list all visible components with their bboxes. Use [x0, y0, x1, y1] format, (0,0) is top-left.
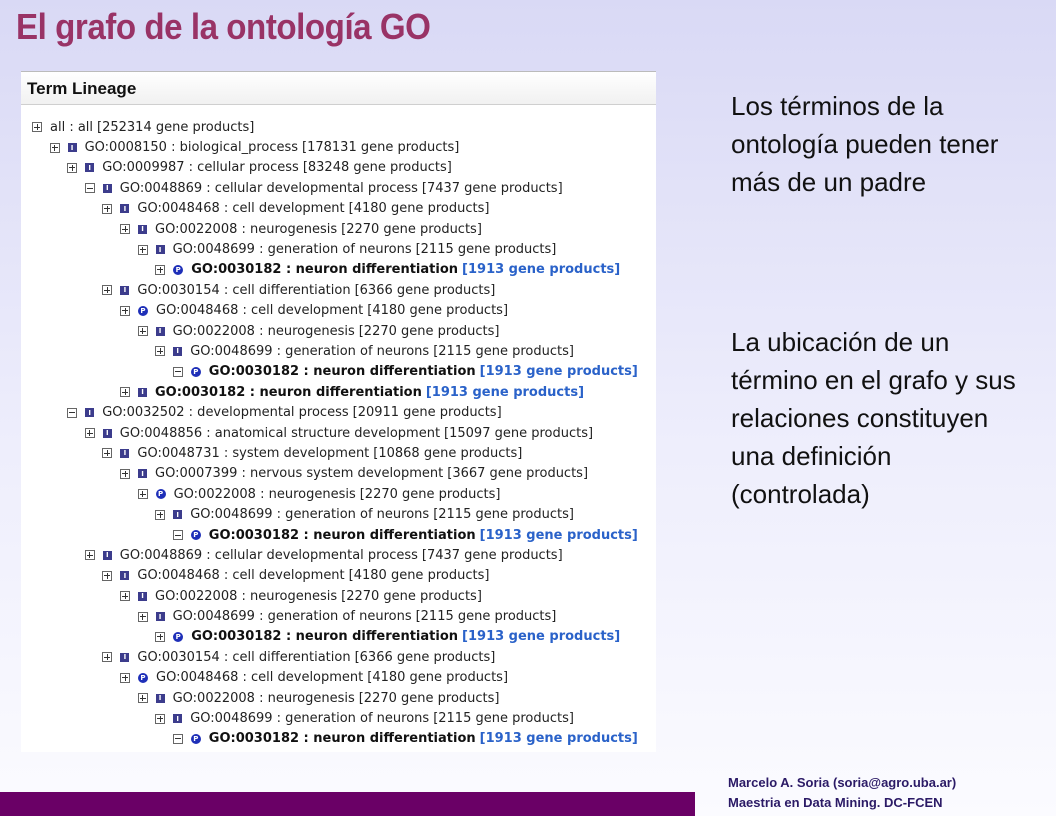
- is-a-relation-icon: I: [85, 163, 94, 172]
- expand-toggle-icon[interactable]: [155, 265, 165, 275]
- tree-row: [21, 525, 656, 545]
- is-a-relation-icon: I: [173, 347, 182, 356]
- tree-row: [21, 239, 656, 259]
- term-label[interactable]: GO:0009987 : cellular process: [102, 160, 299, 176]
- tree-row: [21, 504, 656, 524]
- is-a-relation-icon: I: [156, 612, 165, 621]
- term-label[interactable]: GO:0048699 : generation of neurons: [190, 507, 430, 523]
- part-of-relation-icon: P: [191, 367, 201, 377]
- expand-toggle-icon[interactable]: [120, 469, 130, 479]
- expand-toggle-icon[interactable]: [120, 306, 130, 316]
- is-a-relation-icon: I: [138, 225, 147, 234]
- expand-toggle-icon[interactable]: [138, 326, 148, 336]
- is-a-relation-icon: I: [120, 653, 129, 662]
- tree-row: [21, 219, 656, 239]
- is-a-relation-icon: I: [156, 327, 165, 336]
- part-of-relation-icon: P: [173, 265, 183, 275]
- expand-toggle-icon[interactable]: [138, 693, 148, 703]
- term-label[interactable]: GO:0030182 : neuron differentiation: [155, 384, 422, 400]
- term-label[interactable]: GO:0030182 : neuron differentiation: [191, 262, 459, 278]
- gene-product-count: [6366 gene products]: [354, 282, 496, 298]
- tree-row: [21, 668, 656, 688]
- term-label[interactable]: GO:0022008 : neurogenesis: [173, 486, 356, 502]
- gene-product-count[interactable]: [1913 gene products]: [462, 262, 621, 278]
- term-label[interactable]: GO:0048468 : cell development: [137, 201, 345, 217]
- gene-product-count[interactable]: [1913 gene products]: [479, 527, 638, 543]
- term-label[interactable]: GO:0048731 : system development: [137, 445, 370, 461]
- is-a-relation-icon: I: [120, 571, 129, 580]
- part-of-relation-icon: P: [156, 489, 166, 499]
- term-label[interactable]: GO:0008150 : biological_process: [84, 140, 299, 156]
- expand-toggle-icon[interactable]: [120, 591, 130, 601]
- expand-toggle-icon[interactable]: [155, 346, 165, 356]
- gene-product-count[interactable]: [1913 gene products]: [425, 384, 585, 400]
- tree-row: [21, 484, 656, 504]
- footer-credits: [728, 773, 956, 813]
- collapse-toggle-icon[interactable]: [67, 408, 77, 418]
- gene-product-count: [2115 gene products]: [415, 242, 557, 258]
- expand-toggle-icon[interactable]: [120, 387, 130, 397]
- expand-toggle-icon[interactable]: [138, 489, 148, 499]
- expand-toggle-icon[interactable]: [67, 163, 77, 173]
- gene-product-count: [4180 gene products]: [348, 201, 490, 217]
- is-a-relation-icon: I: [120, 286, 129, 295]
- expand-toggle-icon[interactable]: [32, 122, 42, 132]
- tree-row: [21, 362, 656, 382]
- collapse-toggle-icon[interactable]: [173, 367, 183, 377]
- gene-product-count: [4180 gene products]: [367, 670, 509, 686]
- expand-toggle-icon[interactable]: [155, 510, 165, 520]
- gene-product-count[interactable]: [1913 gene products]: [479, 364, 638, 380]
- tree-row: [21, 321, 656, 341]
- part-of-relation-icon: P: [191, 734, 201, 744]
- term-label[interactable]: GO:0048468 : cell development: [156, 303, 364, 319]
- tree-row: [21, 341, 656, 361]
- is-a-relation-icon: I: [156, 694, 165, 703]
- footer-bar: [0, 792, 695, 816]
- panel-title: Term Lineage: [21, 71, 656, 105]
- expand-toggle-icon[interactable]: [155, 714, 165, 724]
- gene-product-count: [7437 gene products]: [421, 547, 563, 563]
- is-a-relation-icon: I: [156, 245, 165, 254]
- tree-row: [21, 178, 656, 198]
- expand-toggle-icon[interactable]: [102, 285, 112, 295]
- term-label[interactable]: GO:0048699 : generation of neurons: [172, 609, 412, 625]
- expand-toggle-icon[interactable]: [120, 673, 130, 683]
- gene-product-count[interactable]: [1913 gene products]: [479, 731, 638, 747]
- tree-row: [21, 606, 656, 626]
- expand-toggle-icon[interactable]: [85, 428, 95, 438]
- term-lineage-panel: [21, 71, 656, 752]
- part-of-relation-icon: P: [138, 306, 148, 316]
- gene-product-count: [15097 gene products]: [444, 425, 594, 441]
- is-a-relation-icon: I: [120, 204, 129, 213]
- tree-row: [21, 158, 656, 178]
- term-tree: [21, 117, 656, 749]
- term-label[interactable]: GO:0030182 : neuron differentiation: [208, 527, 476, 543]
- is-a-relation-icon: I: [120, 449, 129, 458]
- tree-row: [21, 443, 656, 463]
- gene-product-count: [2115 gene products]: [415, 609, 557, 625]
- text-block-definition: La ubicación de un término en el grafo y sus relaciones constituyen una definición (controlada): [731, 327, 1016, 509]
- term-label[interactable]: all : all: [50, 119, 94, 135]
- gene-product-count: [2270 gene products]: [341, 588, 482, 604]
- gene-product-count: [4180 gene products]: [367, 303, 509, 319]
- slide-title: El grafo de la ontología GO: [16, 6, 431, 47]
- gene-product-count: [4180 gene products]: [348, 568, 490, 584]
- tree-row: [21, 586, 656, 606]
- is-a-relation-icon: I: [103, 184, 112, 193]
- tree-row: [21, 137, 656, 157]
- term-label[interactable]: GO:0048869 : cellular developmental process: [119, 547, 418, 563]
- gene-product-count: [2270 gene products]: [358, 690, 500, 706]
- term-label[interactable]: GO:0022008 : neurogenesis: [155, 588, 338, 604]
- gene-product-count: [10868 gene products]: [373, 445, 523, 461]
- gene-product-count: [7437 gene products]: [421, 180, 563, 196]
- collapse-toggle-icon[interactable]: [173, 734, 183, 744]
- term-label[interactable]: GO:0030182 : neuron differentiation: [208, 731, 476, 747]
- is-a-relation-icon: I: [85, 408, 94, 417]
- term-label[interactable]: GO:0007399 : nervous system development: [155, 466, 444, 482]
- term-label[interactable]: GO:0048468 : cell development: [137, 568, 345, 584]
- term-label[interactable]: GO:0030182 : neuron differentiation: [208, 364, 476, 380]
- part-of-relation-icon: P: [173, 632, 183, 642]
- tree-row: [21, 688, 656, 708]
- is-a-relation-icon: I: [138, 592, 147, 601]
- term-label[interactable]: GO:0048699 : generation of neurons: [172, 242, 412, 258]
- is-a-relation-icon: I: [138, 469, 147, 478]
- gene-product-count[interactable]: [1913 gene products]: [462, 629, 621, 645]
- expand-toggle-icon[interactable]: [50, 143, 60, 153]
- term-label[interactable]: GO:0048869 : cellular developmental process: [119, 180, 418, 196]
- term-label[interactable]: GO:0022008 : neurogenesis: [172, 323, 355, 339]
- expand-toggle-icon[interactable]: [120, 224, 130, 234]
- part-of-relation-icon: P: [191, 530, 201, 540]
- gene-product-count: [20911 gene products]: [352, 405, 502, 421]
- gene-product-count: [3667 gene products]: [447, 466, 589, 482]
- tree-row: [21, 647, 656, 667]
- is-a-relation-icon: I: [103, 551, 112, 560]
- term-label[interactable]: GO:0048856 : anatomical structure development: [119, 425, 441, 441]
- term-label[interactable]: GO:0022008 : neurogenesis: [155, 221, 338, 237]
- gene-product-count: [178131 gene products]: [302, 140, 460, 156]
- gene-product-count: [6366 gene products]: [354, 649, 496, 665]
- expand-toggle-icon[interactable]: [138, 245, 148, 255]
- tree-row: [21, 423, 656, 443]
- part-of-relation-icon: P: [138, 673, 148, 683]
- tree-row: [21, 402, 656, 422]
- expand-toggle-icon[interactable]: [155, 632, 165, 642]
- is-a-relation-icon: I: [68, 143, 77, 152]
- tree-row: [21, 627, 656, 647]
- gene-product-count: [2115 gene products]: [433, 711, 574, 727]
- expand-toggle-icon[interactable]: [102, 204, 112, 214]
- term-label[interactable]: GO:0048468 : cell development: [156, 670, 364, 686]
- text-block-multiple-parents: Los términos de la ontología pueden tener más de un padre: [731, 91, 999, 197]
- gene-product-count: [2115 gene products]: [433, 343, 574, 359]
- expand-toggle-icon[interactable]: [138, 612, 148, 622]
- term-label[interactable]: GO:0048699 : generation of neurons: [190, 343, 430, 359]
- tree-row: [21, 301, 656, 321]
- tree-row: [21, 199, 656, 219]
- gene-product-count: [2115 gene products]: [433, 507, 574, 523]
- term-label[interactable]: GO:0030154 : cell differentiation: [137, 649, 351, 665]
- is-a-relation-icon: I: [138, 388, 147, 397]
- tree-row: [21, 545, 656, 565]
- term-label[interactable]: GO:0032502 : developmental process: [102, 405, 349, 421]
- expand-toggle-icon[interactable]: [102, 652, 112, 662]
- gene-product-count: [2270 gene products]: [359, 486, 501, 502]
- tree-row: [21, 280, 656, 300]
- expand-toggle-icon[interactable]: [85, 550, 95, 560]
- gene-product-count: [2270 gene products]: [341, 221, 482, 237]
- footer-program: Maestria en Data Mining. DC-FCEN: [728, 795, 943, 810]
- is-a-relation-icon: I: [173, 714, 182, 723]
- tree-row: [21, 382, 656, 402]
- collapse-toggle-icon[interactable]: [173, 530, 183, 540]
- tree-row: [21, 117, 656, 137]
- tree-row: [21, 464, 656, 484]
- tree-row: [21, 729, 656, 749]
- gene-product-count: [2270 gene products]: [358, 323, 500, 339]
- tree-row: [21, 708, 656, 728]
- gene-product-count: [252314 gene products]: [97, 119, 255, 135]
- is-a-relation-icon: I: [173, 510, 182, 519]
- term-label[interactable]: GO:0030154 : cell differentiation: [137, 282, 351, 298]
- term-label[interactable]: GO:0030182 : neuron differentiation: [191, 629, 459, 645]
- is-a-relation-icon: I: [103, 429, 112, 438]
- tree-row: [21, 260, 656, 280]
- footer-author: Marcelo A. Soria (soria@agro.uba.ar): [728, 775, 957, 790]
- expand-toggle-icon[interactable]: [102, 448, 112, 458]
- term-label[interactable]: GO:0048699 : generation of neurons: [190, 711, 430, 727]
- gene-product-count: [83248 gene products]: [302, 160, 452, 176]
- expand-toggle-icon[interactable]: [102, 571, 112, 581]
- tree-row: [21, 566, 656, 586]
- term-label[interactable]: GO:0022008 : neurogenesis: [172, 690, 355, 706]
- collapse-toggle-icon[interactable]: [85, 183, 95, 193]
